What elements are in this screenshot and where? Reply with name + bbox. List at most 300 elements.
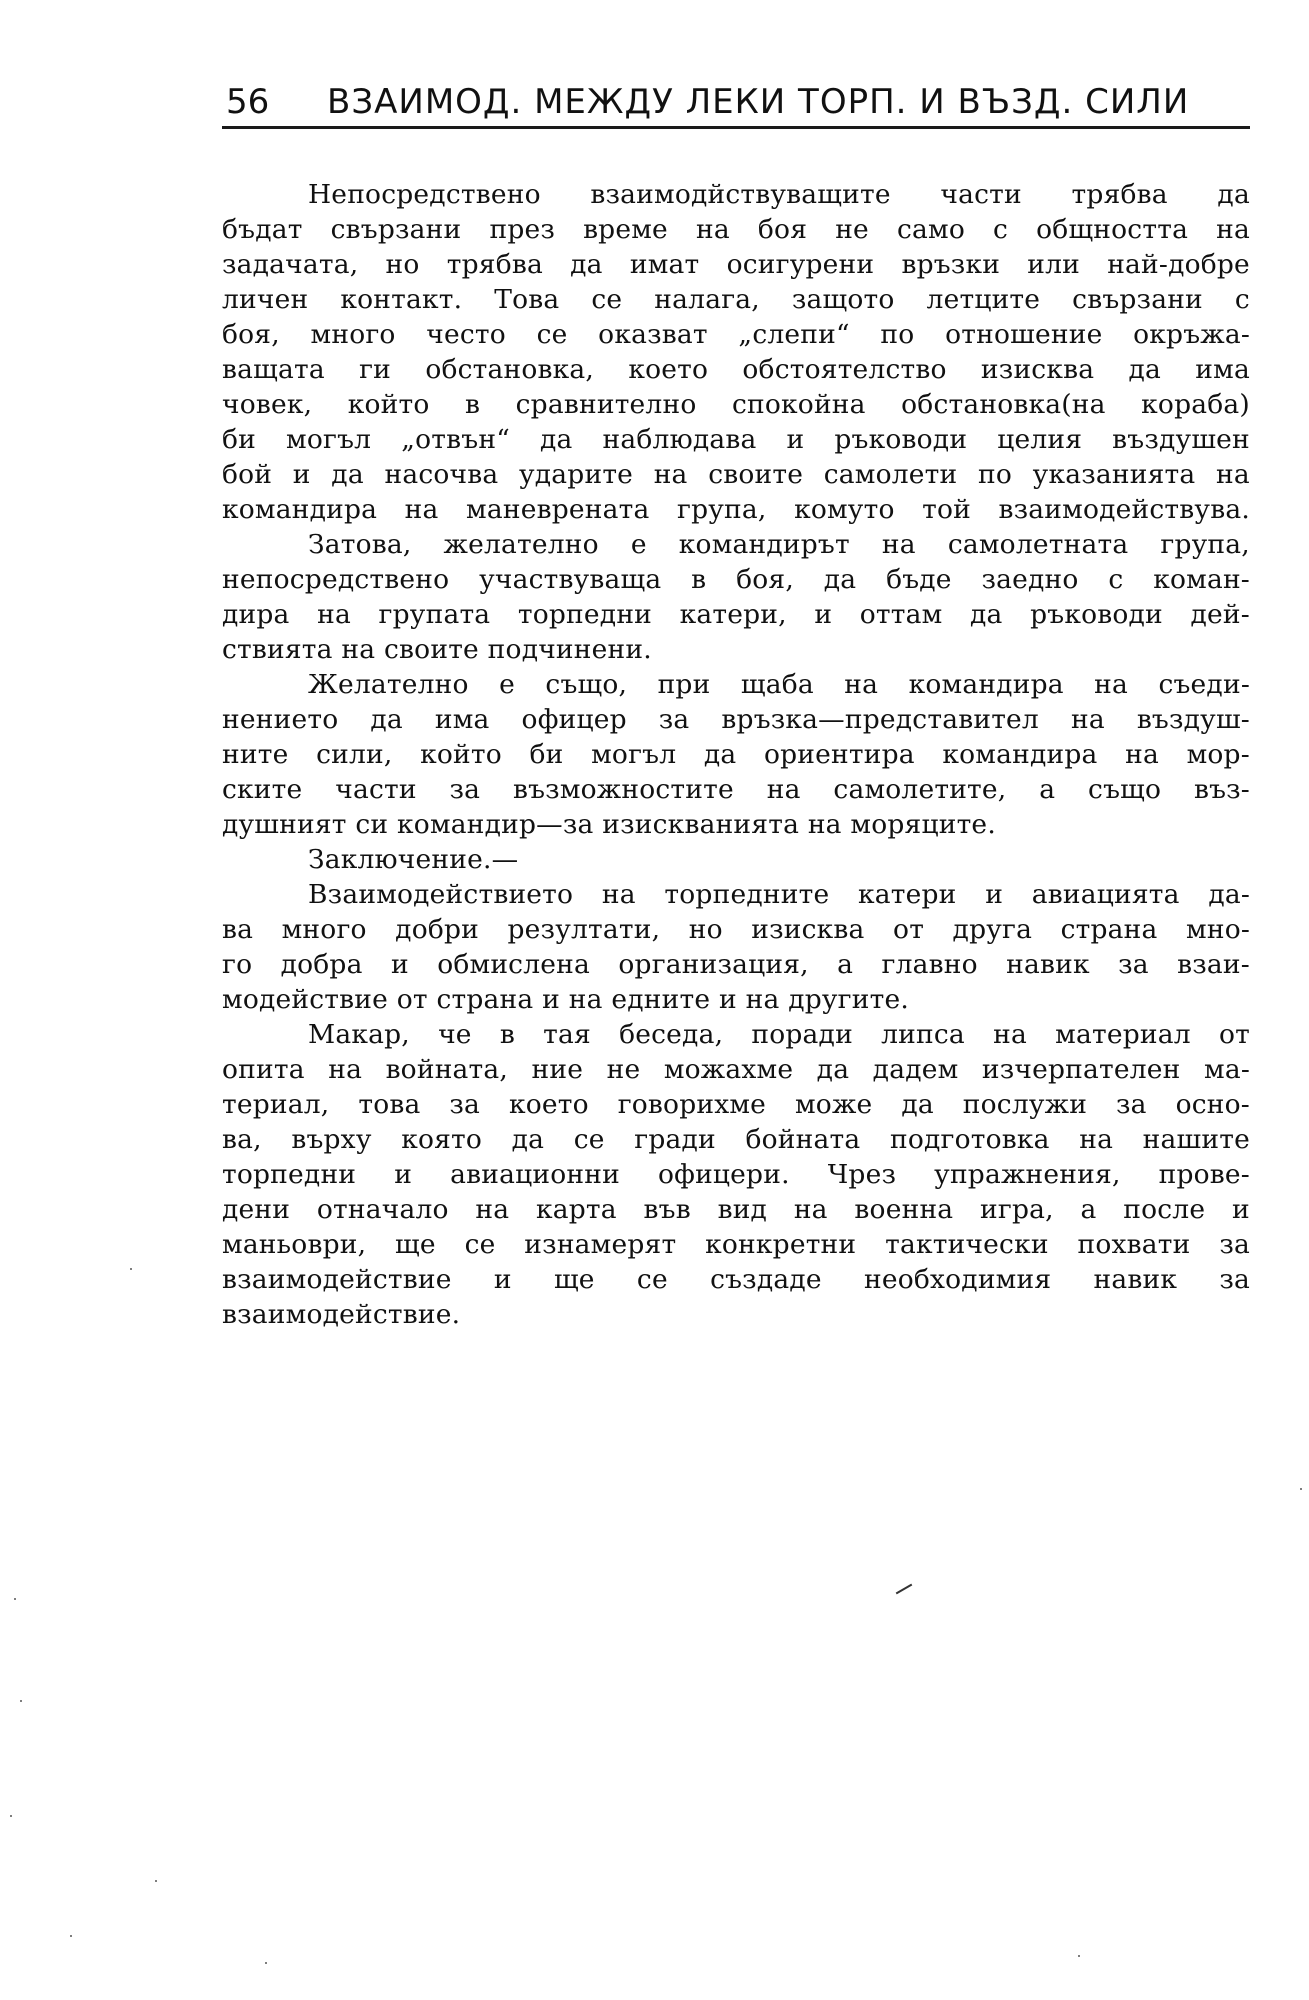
word: през xyxy=(489,214,556,245)
word: главно xyxy=(881,949,978,980)
word: едните xyxy=(611,984,711,1015)
word: от xyxy=(396,984,428,1015)
word: непосредствено xyxy=(222,564,450,595)
word: и xyxy=(292,459,311,490)
word: авиацията xyxy=(1031,879,1180,910)
word: нашите xyxy=(1142,1124,1250,1155)
word: да xyxy=(823,564,857,595)
word: ните xyxy=(222,739,289,770)
word: не xyxy=(835,214,869,245)
word: похвати xyxy=(1077,1229,1191,1260)
word: обстановка, xyxy=(425,354,595,385)
word: по xyxy=(880,319,915,350)
word: взаимодйствуващите xyxy=(590,179,891,210)
word: което xyxy=(628,354,709,385)
word: има xyxy=(434,704,490,735)
word: въз- xyxy=(1193,774,1250,805)
word: че xyxy=(438,1019,472,1050)
word: навик xyxy=(1006,949,1090,980)
word: но xyxy=(385,249,420,280)
word: щаба xyxy=(740,669,814,700)
word: моряците. xyxy=(850,809,996,840)
word: в xyxy=(465,389,481,420)
text-line xyxy=(222,737,1250,772)
text-line xyxy=(222,457,1250,492)
word: на xyxy=(1125,739,1159,770)
word: душният xyxy=(222,809,347,840)
word: общността xyxy=(1036,214,1189,245)
word: прове- xyxy=(1158,1159,1250,1190)
text-line xyxy=(222,912,1250,947)
word: би xyxy=(222,424,257,455)
word: дей- xyxy=(1190,599,1250,630)
scan-speck xyxy=(14,1598,16,1600)
word: за xyxy=(658,704,690,735)
word: група, xyxy=(677,494,767,525)
word: обмислена xyxy=(437,949,591,980)
scan-speck xyxy=(20,1700,22,1702)
word: на xyxy=(745,984,780,1015)
word: да xyxy=(970,599,1003,630)
text-line xyxy=(222,772,1250,807)
word: и xyxy=(493,1264,512,1295)
word: и xyxy=(718,984,737,1015)
word: възможностите xyxy=(513,774,734,805)
word: на xyxy=(695,214,730,245)
word: говорихме xyxy=(617,1089,767,1120)
word: страна xyxy=(1060,914,1158,945)
word: заедно xyxy=(981,564,1079,595)
word: материал xyxy=(1055,1019,1191,1050)
word: ще xyxy=(395,1229,436,1260)
word: карта xyxy=(536,1194,617,1225)
word: ги xyxy=(359,354,392,385)
word: могъл xyxy=(286,424,372,455)
text-line xyxy=(222,422,1250,457)
word: друга xyxy=(952,914,1033,945)
word: наблюдава xyxy=(602,424,757,455)
text-line xyxy=(222,702,1250,737)
word: задачата, xyxy=(222,249,359,280)
word: гради xyxy=(634,1124,716,1155)
word: отначало xyxy=(316,1194,449,1225)
text-line xyxy=(222,982,1250,1017)
text-line xyxy=(222,247,1250,282)
word: си xyxy=(355,809,389,840)
word: да xyxy=(539,424,573,455)
word: желателно xyxy=(443,529,599,560)
word: комуто xyxy=(794,494,895,525)
word: на xyxy=(881,529,916,560)
word: а xyxy=(1080,1194,1097,1225)
word: тая xyxy=(543,1019,591,1050)
word: послужи xyxy=(962,1089,1088,1120)
word: вид xyxy=(717,1194,768,1225)
word: във xyxy=(643,1194,691,1225)
word: който xyxy=(347,389,430,420)
word: насочва xyxy=(384,459,499,490)
word: и xyxy=(542,984,561,1015)
word: на xyxy=(844,669,879,700)
word: маневрената xyxy=(466,494,650,525)
word: мор- xyxy=(1186,739,1250,770)
word: човек, xyxy=(222,389,313,420)
word: бъде xyxy=(886,564,952,595)
word: катери xyxy=(858,879,957,910)
word: на xyxy=(1079,1124,1114,1155)
word: често xyxy=(426,319,506,350)
word: изчерпателен xyxy=(981,1054,1181,1085)
word: за xyxy=(1118,949,1149,980)
word: игра, xyxy=(980,1194,1054,1225)
text-line xyxy=(222,1087,1250,1122)
word: се xyxy=(573,1124,605,1155)
word: изисква xyxy=(980,354,1095,385)
word: изнамерят xyxy=(524,1229,677,1260)
text-line xyxy=(222,632,1250,667)
word: оттам xyxy=(859,599,943,630)
word: да xyxy=(331,459,364,490)
word: осно- xyxy=(1175,1089,1250,1120)
word: упражнения, xyxy=(934,1159,1121,1190)
word: изисква xyxy=(751,914,865,945)
word: на xyxy=(317,599,351,630)
text-line xyxy=(222,842,1250,877)
word: личен xyxy=(222,284,309,315)
word: Макар, xyxy=(308,1019,410,1050)
word: да xyxy=(1128,354,1162,385)
word: е xyxy=(630,529,647,560)
text-line xyxy=(222,387,1250,422)
word: „слепи“ xyxy=(738,319,850,350)
scan-speck xyxy=(155,1880,157,1882)
word: за xyxy=(449,774,481,805)
word: командирът xyxy=(678,529,850,560)
word: взаимодействува. xyxy=(998,494,1250,525)
word: конкретни xyxy=(705,1229,857,1260)
word: командир—за xyxy=(397,809,594,840)
scan-speck xyxy=(265,1962,267,1964)
word: могъл xyxy=(591,739,677,770)
word: на xyxy=(404,494,439,525)
word: само xyxy=(896,214,965,245)
word: също, xyxy=(545,669,628,700)
text-line xyxy=(222,1052,1250,1087)
word: офицер xyxy=(521,704,627,735)
word: взаи- xyxy=(1177,949,1250,980)
word: летците xyxy=(926,284,1041,315)
word: другите. xyxy=(788,984,909,1015)
text-line xyxy=(222,807,1250,842)
word: осигурени xyxy=(726,249,875,280)
word: спокойна xyxy=(731,389,866,420)
word: имат xyxy=(629,249,700,280)
text-line xyxy=(222,177,1250,212)
word: Непосредствено xyxy=(308,179,541,210)
word: Заключение.— xyxy=(308,844,519,875)
word: въздуш- xyxy=(1136,704,1250,735)
word: Желателно xyxy=(308,669,469,700)
word: сили, xyxy=(316,739,393,770)
word: указанията xyxy=(1032,459,1196,490)
word: после xyxy=(1123,1194,1206,1225)
text-line xyxy=(222,492,1250,527)
word: териал, xyxy=(222,1089,330,1120)
word: на xyxy=(653,459,688,490)
word: самолетната xyxy=(947,529,1129,560)
word: боя, xyxy=(222,319,280,350)
word: страна xyxy=(436,984,534,1015)
word: връзка—представител xyxy=(721,704,1039,735)
text-line xyxy=(222,282,1250,317)
word: да xyxy=(901,1089,934,1120)
word: на xyxy=(341,634,376,665)
word: ние xyxy=(531,1054,584,1085)
word: на xyxy=(328,1054,363,1085)
word: се xyxy=(536,319,568,350)
word: навик xyxy=(1093,1264,1178,1295)
page-number: 56 xyxy=(226,82,270,122)
word: тактически xyxy=(885,1229,1049,1260)
page-header xyxy=(222,78,1250,129)
word: торпедни xyxy=(517,599,653,630)
word: налага, xyxy=(654,284,760,315)
word: има xyxy=(1195,354,1250,385)
word: би xyxy=(529,739,564,770)
word: контакт. xyxy=(340,284,463,315)
running-head: ВЗАИМОД. МЕЖДУ ЛЕКИ ТОРП. И ВЪЗД. СИЛИ xyxy=(327,82,1190,122)
word: и xyxy=(390,949,409,980)
word: окръжа- xyxy=(1133,319,1250,350)
word: поради xyxy=(751,1019,853,1050)
word: ръководи xyxy=(834,424,968,455)
word: самолети xyxy=(823,459,958,490)
word: военна xyxy=(854,1194,954,1225)
word: взаимодействие xyxy=(222,1264,452,1295)
text-line xyxy=(222,527,1250,562)
word: също xyxy=(1088,774,1162,805)
word: трябва xyxy=(446,249,543,280)
word: резултати, xyxy=(507,914,661,945)
word: най-добре xyxy=(1107,249,1250,280)
word: на xyxy=(475,1194,510,1225)
word: по xyxy=(978,459,1013,490)
word: и xyxy=(985,879,1004,910)
word: да- xyxy=(1208,879,1250,910)
word: торпедни xyxy=(222,1159,357,1190)
word: да xyxy=(703,739,737,770)
word: взаимодействие. xyxy=(222,1299,461,1330)
word: на xyxy=(1216,214,1250,245)
word: ските xyxy=(222,774,303,805)
word: да xyxy=(370,704,403,735)
word: на xyxy=(1094,669,1129,700)
word: необходимия xyxy=(863,1264,1052,1295)
word: добра xyxy=(280,949,363,980)
word: за xyxy=(449,1089,481,1120)
word: от xyxy=(1218,1019,1250,1050)
word: участвуваща xyxy=(479,564,662,595)
text-line xyxy=(222,212,1250,247)
word: командира xyxy=(222,494,378,525)
word: това xyxy=(358,1089,421,1120)
word: на xyxy=(993,1019,1027,1050)
word: с xyxy=(1108,564,1124,595)
word: ващата xyxy=(222,354,325,385)
text-line xyxy=(222,1122,1250,1157)
word: обстоятелство xyxy=(742,354,947,385)
word: а xyxy=(1039,774,1056,805)
word: не xyxy=(606,1054,641,1085)
word: ма- xyxy=(1204,1054,1250,1085)
word: дира xyxy=(222,599,290,630)
word: модействие xyxy=(222,984,388,1015)
word: бъдат xyxy=(222,214,303,245)
word: време xyxy=(583,214,668,245)
word: се xyxy=(636,1264,668,1295)
word: и xyxy=(394,1159,413,1190)
word: а xyxy=(837,949,854,980)
word: части xyxy=(940,179,1022,210)
word: офицери. xyxy=(657,1159,790,1190)
text-line xyxy=(222,597,1250,632)
word: ръководи xyxy=(1030,599,1163,630)
word: се xyxy=(464,1229,496,1260)
word: липса xyxy=(881,1019,965,1050)
word: организация, xyxy=(618,949,809,980)
word: части xyxy=(335,774,417,805)
word: опита xyxy=(222,1054,305,1085)
body-text xyxy=(222,177,1250,1332)
word: добри xyxy=(395,914,480,945)
word: за xyxy=(1219,1264,1250,1295)
text-line xyxy=(222,947,1250,982)
word: дени xyxy=(222,1194,291,1225)
word: много xyxy=(281,914,367,945)
word: ва, xyxy=(222,1124,262,1155)
word: с xyxy=(993,214,1009,245)
word: самолетите, xyxy=(833,774,1007,805)
word: на xyxy=(1216,459,1250,490)
word: бой xyxy=(222,459,273,490)
word: „отвън“ xyxy=(401,424,510,455)
word: което xyxy=(508,1089,589,1120)
word: на xyxy=(807,809,842,840)
word: маньоври, xyxy=(222,1229,367,1260)
word: той xyxy=(922,494,972,525)
scan-speck xyxy=(130,1268,132,1270)
word: сравнително xyxy=(515,389,697,420)
text-line xyxy=(222,317,1250,352)
word: върху xyxy=(291,1124,372,1155)
word: е xyxy=(499,669,515,700)
word: свързани xyxy=(1072,284,1203,315)
word: създаде xyxy=(710,1264,822,1295)
scan-mark xyxy=(896,1584,913,1595)
word: ще xyxy=(553,1264,595,1295)
word: съеди- xyxy=(1158,669,1250,700)
word: да xyxy=(816,1054,850,1085)
word: можахме xyxy=(663,1054,794,1085)
word: Чрез xyxy=(827,1159,897,1190)
word: Взаимодействието xyxy=(308,879,574,910)
word: дадем xyxy=(872,1054,959,1085)
word: да xyxy=(570,249,603,280)
word: ударите xyxy=(518,459,634,490)
word: командира xyxy=(942,739,1098,770)
word: защото xyxy=(791,284,895,315)
word: авиационни xyxy=(450,1159,620,1190)
word: коман- xyxy=(1153,564,1250,595)
word: от xyxy=(893,914,925,945)
word: на xyxy=(601,879,636,910)
word: свързани xyxy=(330,214,462,245)
word: мно- xyxy=(1186,914,1250,945)
word: въздушен xyxy=(1112,424,1250,455)
scan-speck xyxy=(1300,1488,1302,1490)
word: групата xyxy=(378,599,491,630)
word: с xyxy=(1234,284,1250,315)
text-line xyxy=(222,667,1250,702)
text-line xyxy=(222,562,1250,597)
word: да xyxy=(511,1124,545,1155)
text-line xyxy=(222,1192,1250,1227)
word: подготовка xyxy=(889,1124,1050,1155)
word: беседа, xyxy=(619,1019,724,1050)
word: който xyxy=(420,739,502,770)
word: обстановка(на xyxy=(901,389,1106,420)
word: подчинени. xyxy=(487,634,652,665)
word: и xyxy=(1231,1194,1250,1225)
text-line xyxy=(222,877,1250,912)
word: изискванията xyxy=(602,809,800,840)
word: войната, xyxy=(385,1054,509,1085)
word: ва xyxy=(222,914,254,945)
word: торпедните xyxy=(664,879,830,910)
word: на xyxy=(1070,704,1105,735)
word: която xyxy=(401,1124,483,1155)
scan-speck xyxy=(1078,1955,1080,1957)
word: но xyxy=(688,914,723,945)
text-line xyxy=(222,1262,1250,1297)
text-line xyxy=(222,1157,1250,1192)
word: на xyxy=(568,984,603,1015)
text-line xyxy=(222,1017,1250,1052)
word: оказват xyxy=(598,319,708,350)
word: целия xyxy=(997,424,1083,455)
word: в xyxy=(499,1019,515,1050)
word: връзки xyxy=(901,249,1001,280)
word: за xyxy=(1219,1229,1250,1260)
word: ориентира xyxy=(763,739,915,770)
word: го xyxy=(222,949,253,980)
word: Затова, xyxy=(308,529,412,560)
word: може xyxy=(794,1089,873,1120)
word: кораба) xyxy=(1141,389,1250,420)
scan-speck xyxy=(70,1935,72,1937)
word: на xyxy=(793,1194,828,1225)
word: много xyxy=(310,319,396,350)
word: своите xyxy=(384,634,479,665)
text-line xyxy=(222,1227,1250,1262)
word: и xyxy=(786,424,805,455)
word: отношение xyxy=(945,319,1103,350)
text-line xyxy=(222,1297,1250,1332)
word: се xyxy=(591,284,623,315)
word: бойната xyxy=(745,1124,861,1155)
word: трябва xyxy=(1071,179,1168,210)
word: ствията xyxy=(222,634,333,665)
